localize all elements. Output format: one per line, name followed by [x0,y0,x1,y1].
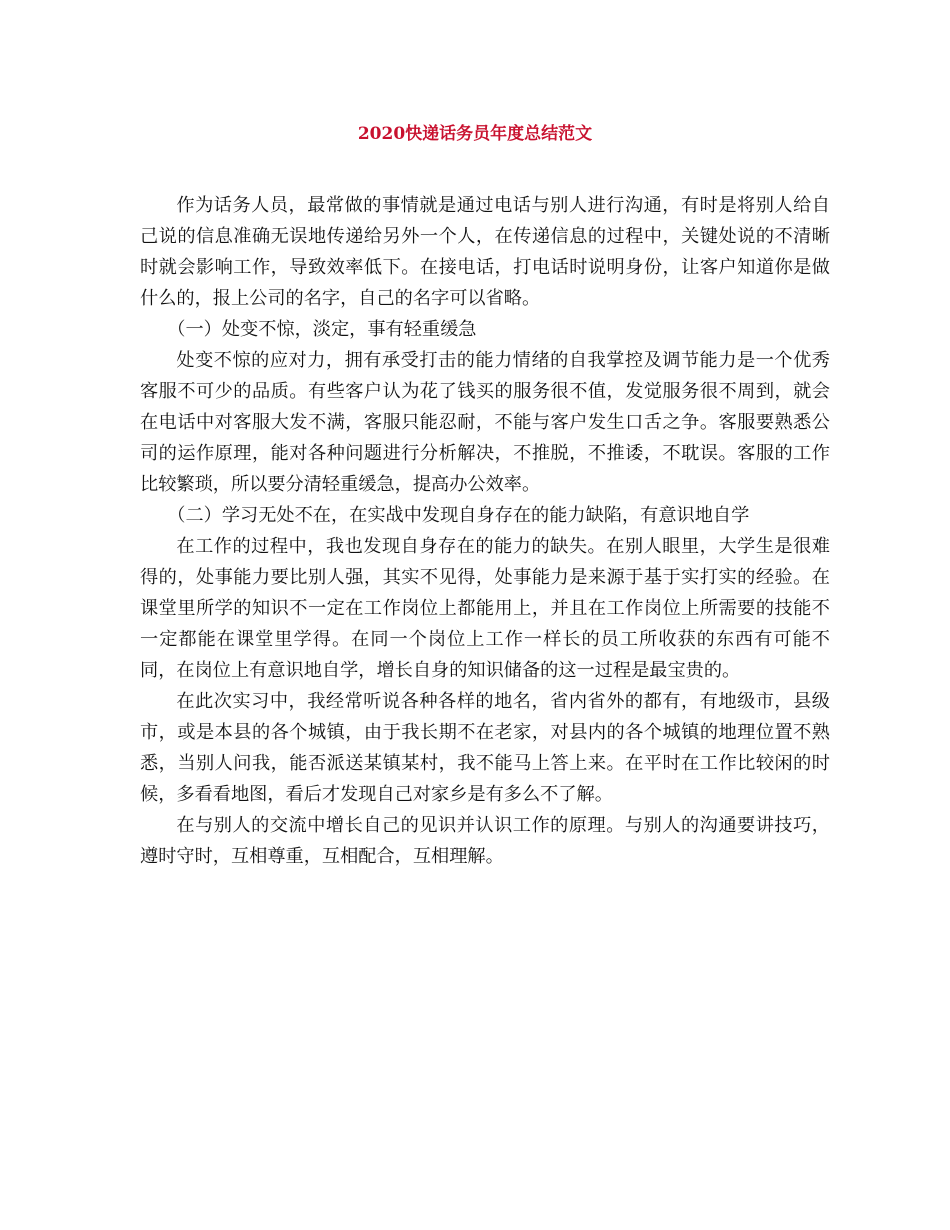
paragraph-section-2: 在工作的过程中，我也发现自身存在的能力的缺失。在别人眼里，大学生是很难得的，处事能力要比别人强，其实不见得，处事能力是来源于基于实打实的经验。在课堂里所学的知识不一定在工作岗位上都能用上，并且在工作岗位上所需要的技能不一定都能在课堂里学得。在同一个岗位上工作一样长的员工所收获的东西有可能不同，在岗位上有意识地自学，增长自身的知识储备的这一过程是最宝贵的。 [140,536,830,681]
paragraph-internship: 在此次实习中，我经常听说各种各样的地名，省内省外的都有，有地级市，县级市，或是本县的各个城镇，由于我长期不在老家，对县内的各个城镇的地理位置不熟悉，当别人问我，能否派送某镇某村，我不能马上答上来。在平时在工作比较闲的时候，多看看地图，看后才发现自己对家乡是有多么不了解。 [140,691,830,805]
document-title: 2020快递话务员年度总结范文 [357,124,593,144]
paragraph-section-1: 处变不惊的应对力，拥有承受打击的能力情绪的自我掌控及调节能力是一个优秀客服不可少的品质。有些客户认为花了钱买的服务很不值，发觉服务很不周到，就会在电话中对客服大发不满，客服只能忍耐，不能与客户发生口舌之争。客服要熟悉公司的运作原理，能对各种问题进行分析解决，不推脱，不推诿，不耽误。客服的工作比较繁琐，所以要分清轻重缓急，提高办公效率。 [140,350,830,495]
section-heading-1: （一）处变不惊，淡定，事有轻重缓急 [167,319,477,340]
document-body [140,190,830,872]
paragraph-intro: 作为话务人员，最常做的事情就是通过电话与别人进行沟通，有时是将别人给自己说的信息准确无误地传递给另外一个人，在传递信息的过程中，关键处说的不清晰时就会影响工作，导致效率低下。在接电话，打电话时说明身份，让客户知道你是做什么的，报上公司的名字，自己的名字可以省略。 [140,195,830,309]
section-heading-2: （二）学习无处不在，在实战中发现自身存在的能力缺陷，有意识地自学 [167,505,750,526]
paragraph-communication: 在与别人的交流中增长自己的见识并认识工作的原理。与别人的沟通要讲技巧，遵时守时，互相尊重，互相配合，互相理解。 [140,815,830,867]
